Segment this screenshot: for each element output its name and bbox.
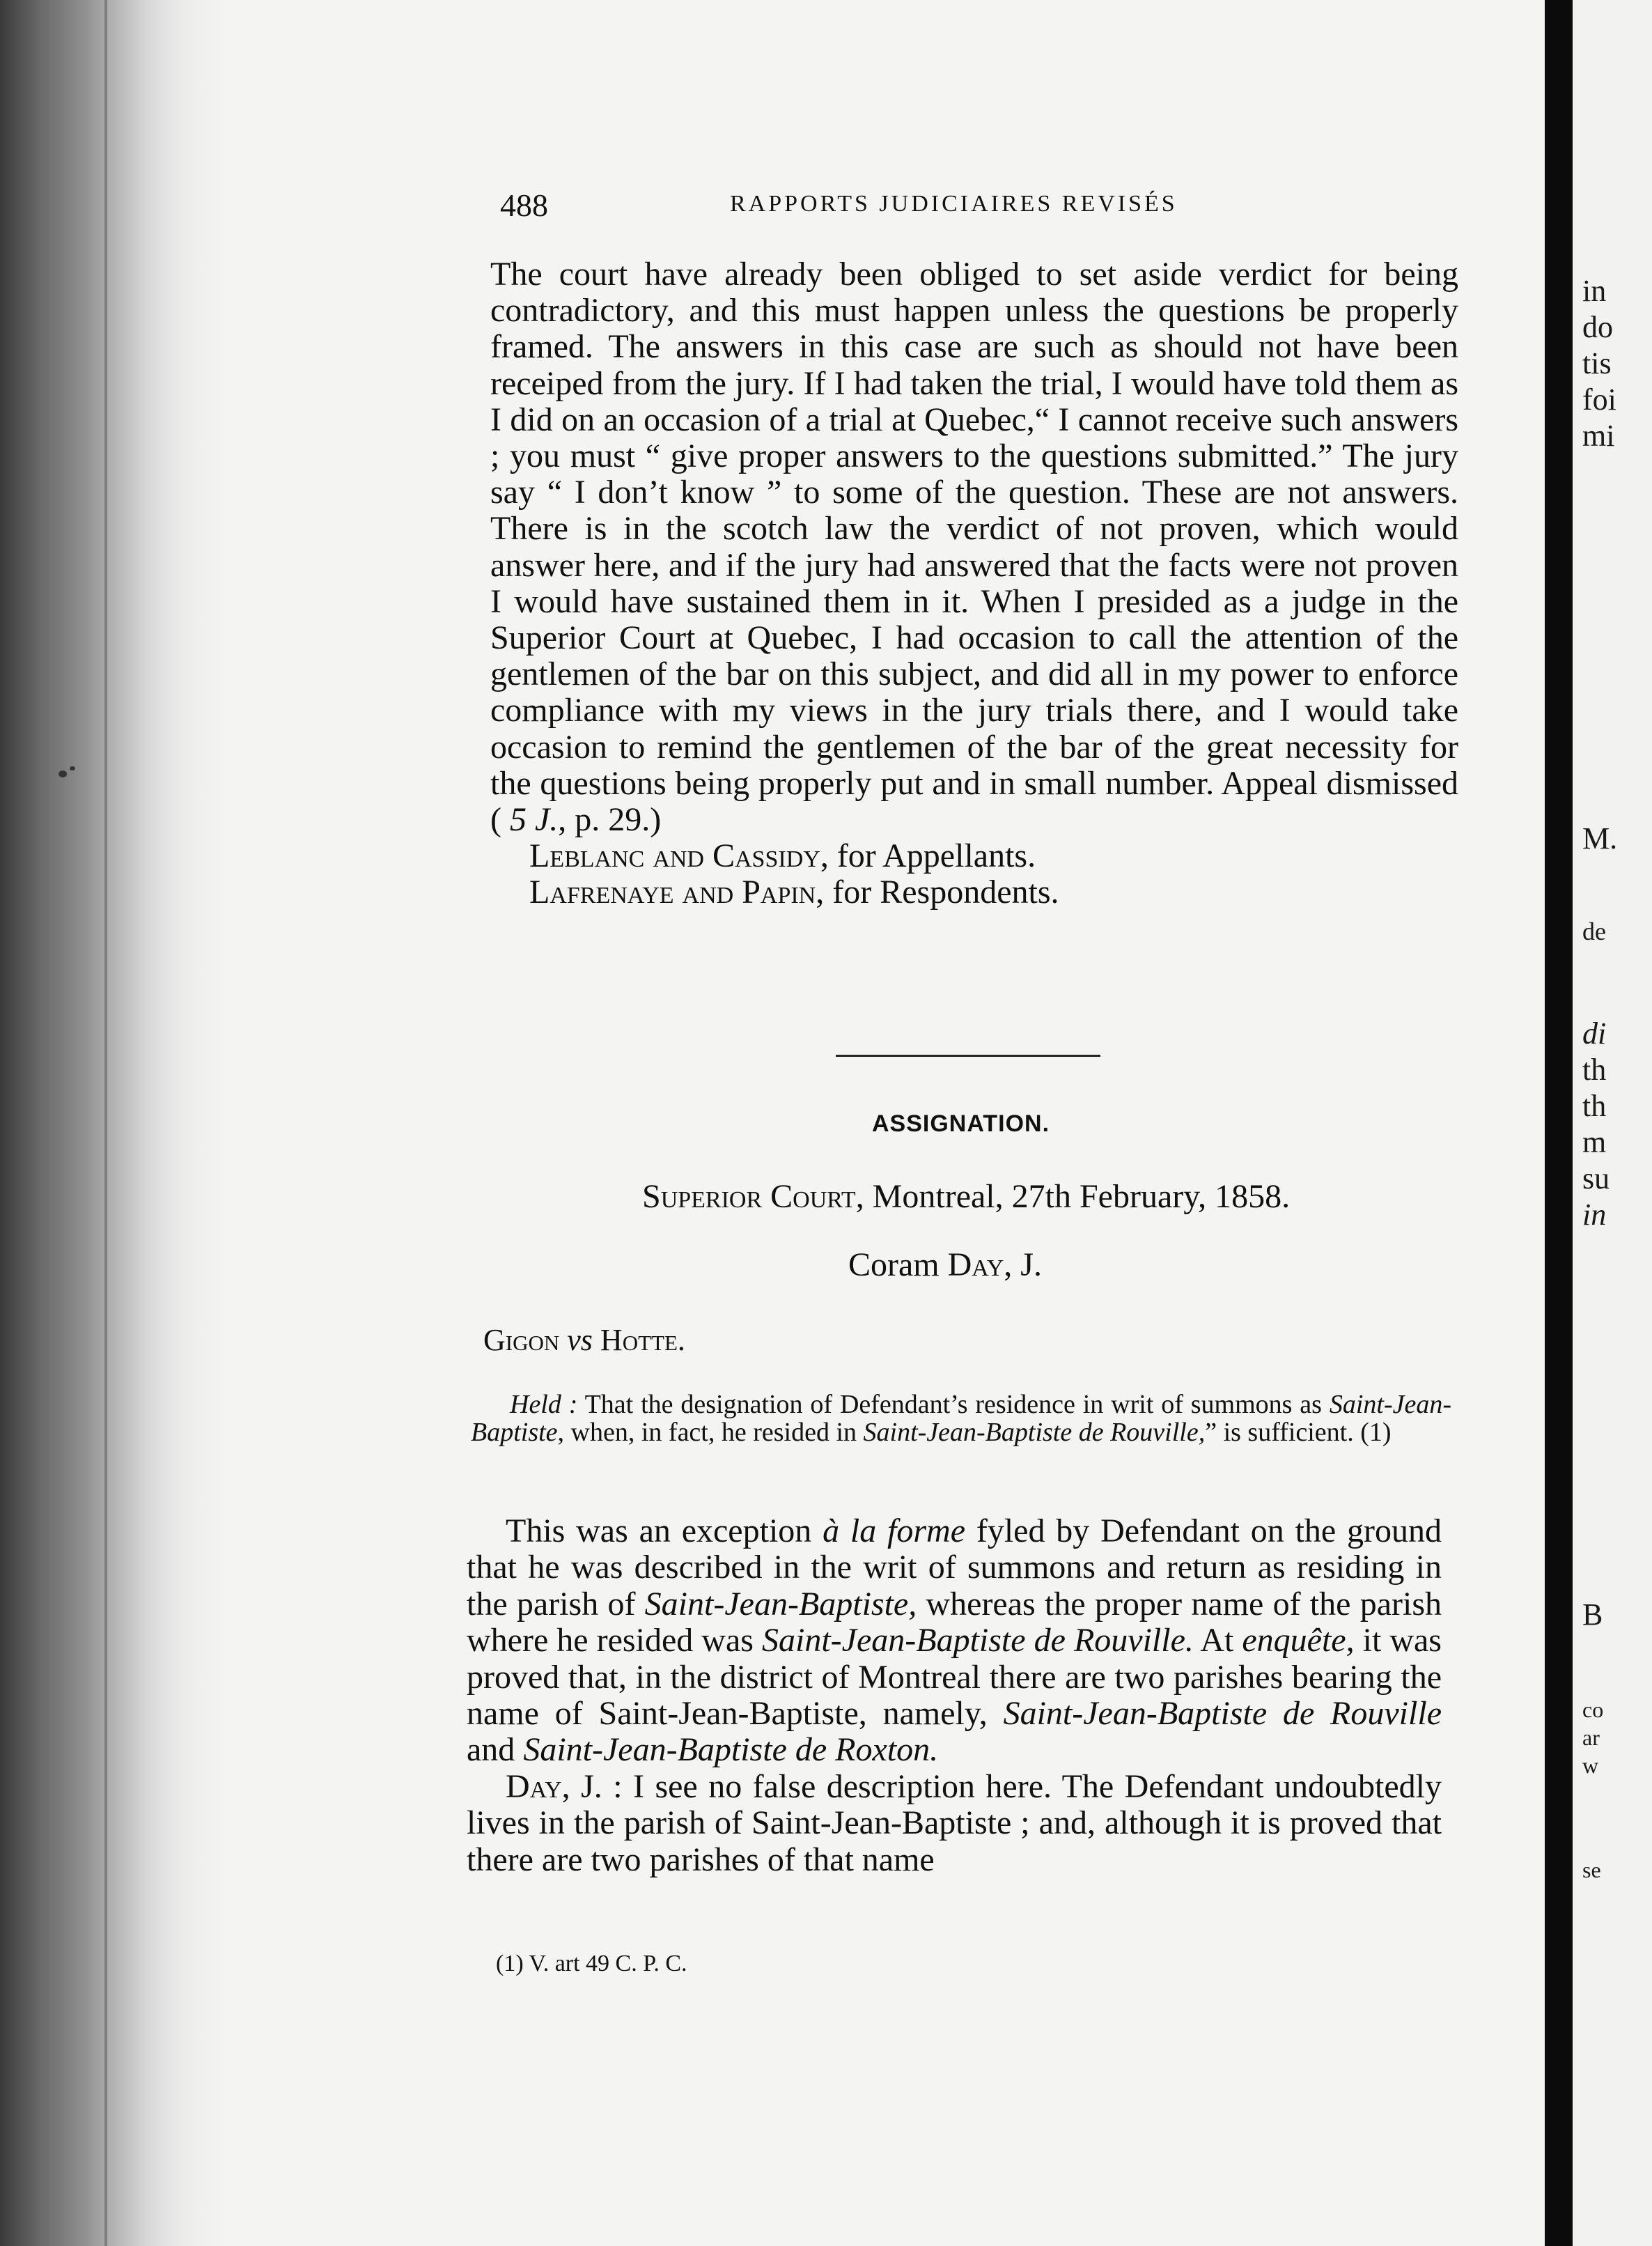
footnote: (1) V. art 49 C. P. C. [496,1951,687,1976]
binding-edge-line [104,0,107,2246]
facing-fragment: th [1582,1089,1607,1123]
facing-fragment: th [1582,1053,1607,1087]
paragraph-text: The court have already been obliged to set aside verdict for being contradictory, and this must happen unless the questions be properly framed. The answers in this case are such as should not have been receiped from the jury. If I had taken the trial, I would have told them as I did on an occasion of a trial at Quebec,“ I cannot receive such answers ; you must “ give proper answers to the questions submitted.” The jury say “ I don’t know ” to some of the question. These are not answers. There is in the scotch law the verdict of not proven, which would answer here, and if the jury had answered that the facts were not proven I would have sustained them in it. When I presided as a judge in the Superior Court at Quebec, I had occasion to call the attention of the gentlemen of the bar on this subject, and did all in my power to enforce compliance with my views in the jury trials there, and I would take occasion to remind the gentlemen of the bar of the great necessity for the questions being properly put and in small number. Appeal dismissed ( [490,256,1458,839]
held-place: Saint-Jean-Baptiste [471,1390,1451,1447]
facts-paragraph [467,1513,1442,1769]
paragraph-text: fyled by Defendant on the ground that he was described in the writ of summons and return as residing in the parish of [467,1512,1442,1622]
counsel-respondents-role: , for Respondents. [816,874,1059,911]
running-head: RAPPORTS JUDICIAIRES REVISÉS [730,191,1178,217]
counsel-appellants-role: , for Appellants. [820,837,1036,875]
facing-fragment: M. [1582,821,1618,855]
counsel-appellants-names: Leblanc and Cassidy [529,837,820,875]
facing-fragment: w [1582,1753,1599,1778]
italic-term: à la forme [823,1512,966,1549]
held-place: Saint-Jean-Baptiste de Rouville, [863,1418,1206,1447]
counsel-respondents [490,874,1458,911]
scan-speck [59,770,67,777]
paragraph-text: This was an exception [506,1512,823,1549]
italic-place: Saint-Jean-Baptiste de Rouville [1003,1695,1442,1733]
italic-place: Saint-Jean-Baptiste de Roxton. [523,1731,939,1769]
facing-fragment: se [1582,1857,1601,1882]
citation-page: , p. 29.) [558,801,662,839]
case-name-suffix: . [677,1323,685,1357]
facing-fragment: do [1582,310,1613,344]
facing-fragment: B [1582,1597,1603,1632]
held-text: That the designation of Defendant’s residence in writ of summons as [577,1390,1330,1419]
paragraph-text: , J. : I see no false description here. The Defendant undoubtedly lives in the parish of Saint-Jean-Baptiste ; and, although it is proved that there are two parishes of that name [467,1767,1442,1878]
case-report [467,1513,1442,1878]
page-number: 488 [500,187,548,223]
coram-line [848,1246,1042,1284]
defendant-name: Hotte [600,1323,678,1357]
section-divider [836,1055,1100,1057]
section-title: ASSIGNATION. [872,1110,1050,1137]
held-text: , when, in fact, he resided in [557,1418,864,1447]
italic-term: enquête, [1242,1622,1355,1659]
facing-page-edge [1573,0,1652,2246]
counsel-respondents-names: Lafrenaye and Papin [529,874,816,911]
book-binding-shadow [0,0,230,2246]
facing-fragment: in [1582,274,1607,308]
court-name: Superior Court [642,1178,856,1215]
facing-fragment: mi [1582,419,1615,453]
previous-case-continuation [490,256,1458,911]
judge-name: Day [506,1767,562,1805]
counsel-appellants [490,838,1458,874]
court-line [642,1177,1290,1216]
facing-fragment: co [1582,1697,1604,1722]
italic-place: Saint-Jean-Baptiste, [644,1585,917,1622]
paragraph-text: and [467,1731,524,1769]
coram-prefix: Coram [848,1246,948,1283]
paragraph-text: At [1193,1622,1242,1659]
versus: vs [559,1323,600,1357]
page-header [500,187,1461,229]
court-place-date: , Montreal, 27th February, 1858. [855,1178,1291,1215]
facing-fragment: de [1582,917,1606,945]
plaintiff-name: Gigon [483,1323,560,1357]
coram-judge: Day [947,1246,1004,1283]
citation-volume: 5 J. [509,801,559,839]
facing-fragment: su [1582,1161,1610,1195]
held-label: Held : [510,1390,578,1419]
facing-fragment: di [1582,1016,1607,1051]
facing-fragment: m [1582,1125,1607,1159]
case-name [483,1322,685,1358]
paragraph-text: whereas the proper name of the parish where he resided was [467,1585,1442,1659]
facing-fragment: tis [1582,346,1612,380]
headnote [471,1391,1451,1446]
previous-case-paragraph [490,256,1458,838]
scan-speck [70,766,75,770]
page-gutter [1545,0,1573,2246]
held-text: ” is sufficient. (1) [1205,1418,1392,1447]
judgment-paragraph [467,1769,1442,1878]
facing-fragment: in [1582,1198,1607,1232]
paragraph-text: it was proved that, in the district of Montreal there are two parishes bearing the name of Saint-Jean-Baptiste, namely, [467,1622,1442,1733]
coram-suffix: , J. [1004,1246,1042,1283]
italic-place: Saint-Jean-Baptiste de Rouville. [762,1622,1194,1659]
facing-fragment: ar [1582,1725,1600,1750]
facing-fragment: foi [1582,382,1616,417]
